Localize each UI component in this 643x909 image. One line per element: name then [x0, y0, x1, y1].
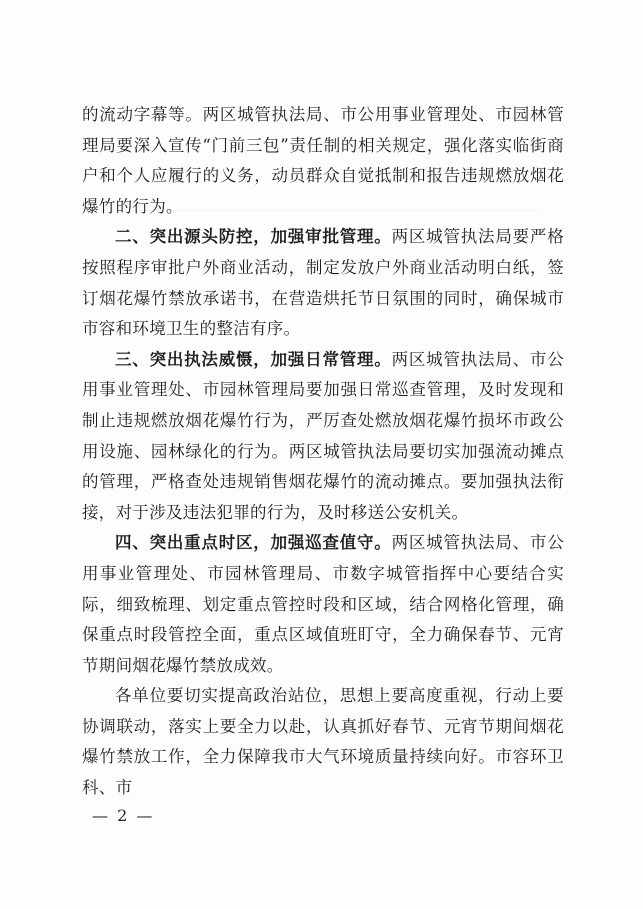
paragraph-heading: 三、突出执法威慑，加强日常管理。 [115, 349, 392, 369]
paragraph-text: 的流动字幕等。两区城管执法局、市公用事业管理处、市园林管理局要深入宣传“门前三包”责任制的相关规定，强化落实临街商户和个人应履行的义务，动员群众自觉抵制和报告违规燃放烟花爆竹的行为。 [82, 105, 564, 216]
paragraph-text: 两区城管执法局、市公用事业管理处、市园林管理局要加强日常巡查管理，及时发现和制止违规燃放烟花爆竹行为，严厉查处燃放烟花爆竹损坏市政公用设施、园林绿化的行为。两区城管执法局要切实加强流动摊点的管理，严格查处违规销售烟花爆竹的流动摊点。要加强执法衔接，对于涉及违法犯罪的行为，及时移送公安机关。 [82, 349, 564, 522]
paragraph-text: 两区城管执法局要严格按照程序审批户外商业活动，制定发放户外商业活动明白纸，签订烟花爆竹禁放承诺书，在营造烘托节日氛围的同时，确保城市市容和环境卫生的整洁有序。 [82, 227, 564, 339]
paragraph-1 [82, 100, 564, 222]
body-text [82, 100, 564, 804]
paragraph-5 [82, 681, 564, 803]
paragraph-text: 各单位要切实提高政治站位，思想上要高度重视，行动上要协调联动，落实上要全力以赴，认真抓好春节、元宵节期间烟花爆竹禁放工作，全力保障我市大气环境质量持续向好。市容环卫科、市 [82, 686, 564, 798]
paragraph-heading: 二、突出源头防控，加强审批管理。 [115, 227, 392, 247]
paragraph-4 [82, 528, 564, 681]
paragraph-text: 两区城管执法局、市公用事业管理处、市园林管理局、市数字城管指挥中心要结合实际，细致梳理、划定重点管控时段和区域，结合网格化管理，确保重点时段管控全面，重点区域值班盯守，全力确保春节、元宵节期间烟花爆竹禁放成效。 [82, 533, 564, 675]
page-number: — 2 — [92, 806, 155, 825]
paragraph-2 [82, 222, 564, 344]
paragraph-heading: 四、突出重点时区，加强巡查值守。 [115, 533, 392, 553]
paragraph-3 [82, 345, 564, 529]
